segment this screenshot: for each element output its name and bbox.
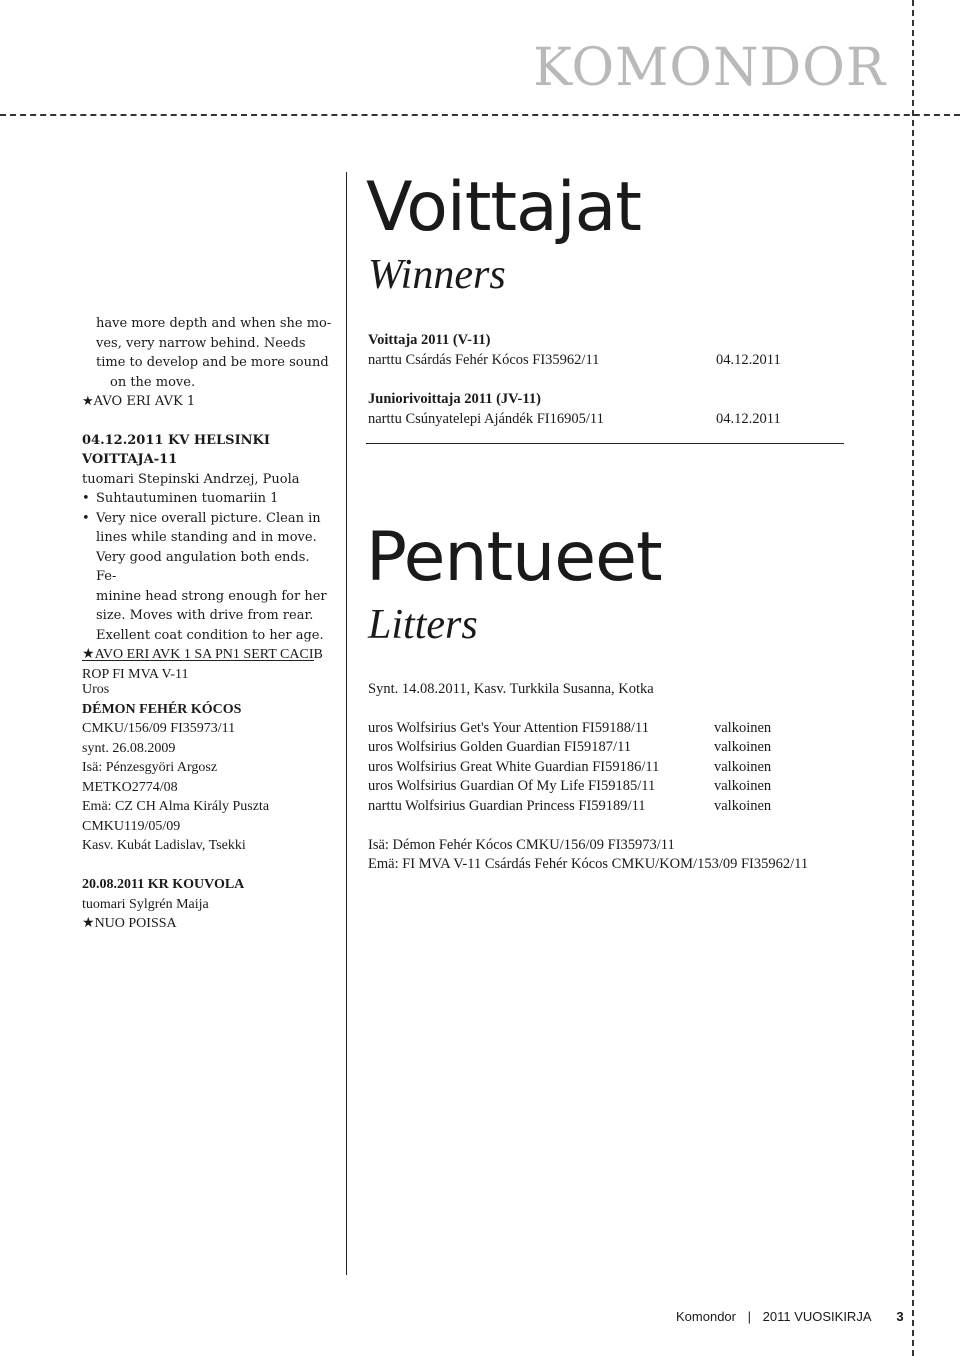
page-footer — [676, 1309, 904, 1324]
puppy-color: valkoinen — [714, 778, 772, 794]
puppy-name: narttu Wolfsirius Guardian Princess FI59189/11 — [368, 798, 646, 814]
puppy-name: uros Wolfsirius Guardian Of My Life FI59185/11 — [368, 778, 656, 794]
litter-dam: Emä: FI MVA V-11 Csárdás Fehér Kócos CMKU/KOM/153/09 FI35962/11 — [368, 856, 809, 872]
critique-list — [82, 489, 332, 645]
trim-mark-top — [0, 114, 960, 116]
puppy-name: uros Wolfsirius Great White Guardian FI59186/11 — [368, 759, 660, 775]
critique-paragraph: have more depth and when she mo- ves, very narrow behind. Needs time to develop and be more sound on the move. — [96, 316, 332, 390]
section-rule — [366, 443, 844, 444]
award-line: ★AVO ERI AVK 1 SA PN1 SERT CACIB — [82, 647, 323, 662]
winner-dog: narttu Csárdás Fehér Kócos FI35962/11 — [368, 352, 600, 368]
winner-heading: Voittaja 2011 (V-11) — [368, 332, 491, 348]
brand-header: KOMONDOR — [533, 38, 886, 98]
star-icon: ★ — [82, 394, 94, 409]
litter-birth: Synt. 14.08.2011, Kasv. Turkkila Susanna, Kotka — [368, 681, 654, 697]
star-icon: ★ — [82, 916, 95, 931]
winner-heading: Juniorivoittaja 2011 (JV-11) — [368, 391, 541, 407]
footer-separator: | — [747, 1309, 751, 1324]
litters-subtitle: Litters — [368, 602, 478, 648]
award-line: ★AVO ERI AVK 1 — [82, 394, 196, 409]
section-rule — [82, 660, 314, 661]
column-divider — [346, 172, 347, 1275]
trim-mark-right — [912, 0, 914, 1356]
list-item: • Suhtautuminen tuomariin 1 — [82, 489, 332, 509]
dog-name: DÉMON FEHÉR KÓCOS — [82, 701, 242, 717]
award-line: ★NUO POISSA — [82, 916, 177, 931]
litter-sire: Isä: Démon Fehér Kócos CMKU/156/09 FI35973/11 — [368, 837, 675, 853]
winner-date: 04.12.2011 — [716, 411, 781, 427]
winners-title: Voittajat — [366, 168, 641, 247]
star-icon: ★ — [82, 647, 95, 662]
puppy-name: uros Wolfsirius Get's Your Attention FI59188/11 — [368, 720, 649, 736]
puppy-name: uros Wolfsirius Golden Guardian FI59187/11 — [368, 739, 632, 755]
puppy-color: valkoinen — [714, 720, 772, 736]
puppy-color: valkoinen — [714, 739, 772, 755]
judge-line: tuomari Sylgrén Maija — [82, 896, 209, 912]
page-number: 3 — [896, 1309, 904, 1324]
dog-info: Uros DÉMON FEHÉR KÓCOS CMKU/156/09 FI35973/11 synt. 26.08.2009 Isä: Pénzesgyöri Argosz METKO2774/08 Emä: CZ CH Alma Király Puszta CMKU119/05/09 Kasv. Kubát Ladislav, Tsekki 20.08.2011 KR KOUVOLA tuomari Sylgrén Maija ★NUO POISSA — [82, 680, 332, 934]
show-heading: 04.12.2011 KV HELSINKI VOITTAJA-11 — [82, 432, 270, 467]
litters-title: Pentueet — [366, 518, 662, 597]
show-heading: 20.08.2011 KR KOUVOLA — [82, 877, 245, 892]
winners-subtitle: Winners — [368, 252, 506, 298]
puppy-color: valkoinen — [714, 759, 772, 775]
left-column: have more depth and when she mo- ves, very narrow behind. Needs time to develop and be more sound on the move. ★AVO ERI AVK 1 04.12.2011 KV HELSINKI VOITTAJA-11 tuomari Stepinski Andrzej, Puola • Suhtautuminen tuomariin 1 • Very nice overall picture. Clean in lines while standing and in move. Very good angulation both ends. Fe- minine head strong enough for her size. Moves with drive from rear. Exellent coat condition to her age. ★AVO ERI AVK 1 SA PN1 SERT CACIB ROP FI MVA V-11 — [82, 314, 332, 684]
puppy-color: valkoinen — [714, 798, 772, 814]
winner-dog: narttu Csúnyatelepi Ajándék FI16905/11 — [368, 411, 604, 427]
judge-line: tuomari Stepinski Andrzej, Puola — [82, 471, 300, 487]
winner-date: 04.12.2011 — [716, 352, 781, 368]
footer-issue: 2011 VUOSIKIRJA — [762, 1309, 871, 1324]
list-item: • Very nice overall picture. Clean in lines while standing and in move. Very good angulation both ends. Fe- minine head strong enough for her size. Moves with drive from rear. Exellent coat condition to her age. — [82, 509, 332, 646]
footer-magazine: Komondor — [676, 1309, 736, 1324]
